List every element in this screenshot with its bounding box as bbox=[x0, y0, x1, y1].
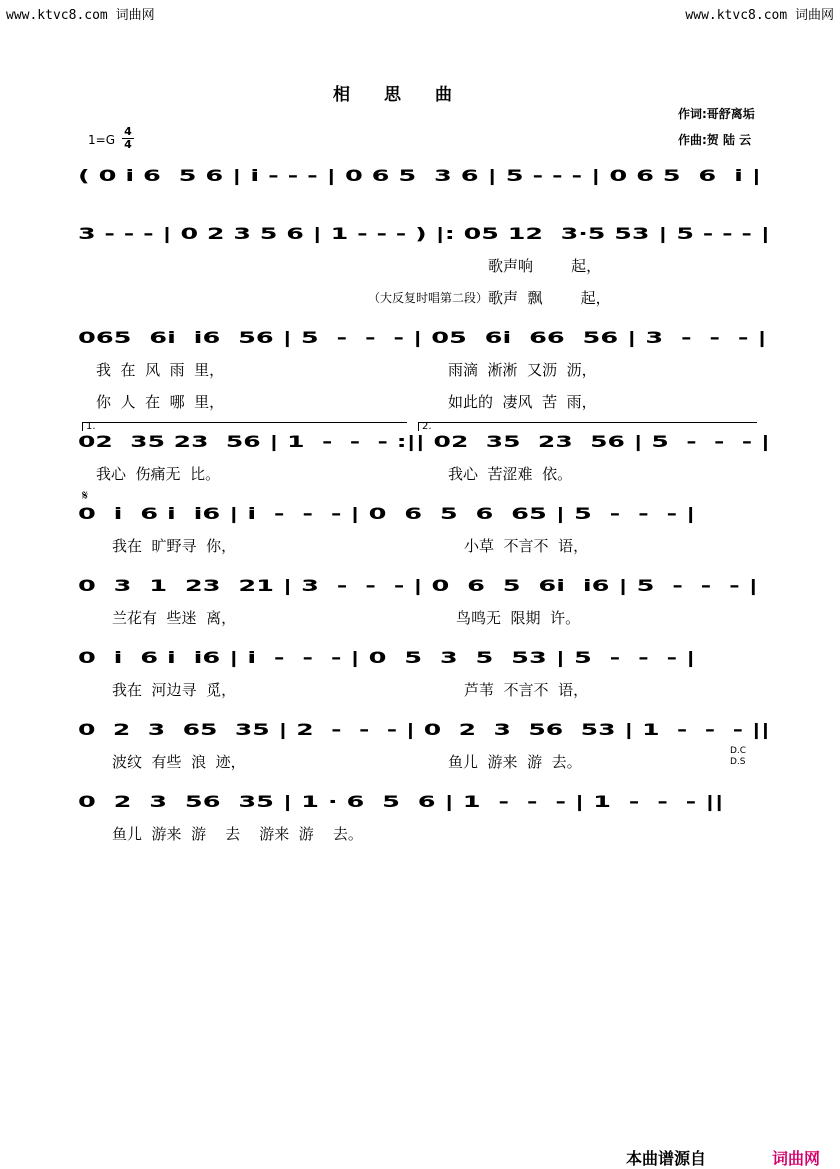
meter-top: 4 bbox=[124, 125, 132, 138]
lyric-line-7a: 兰花有 些迷 离， bbox=[112, 609, 237, 627]
lyric-line-1: 歌声响 起， bbox=[488, 257, 602, 275]
volta-2-bracket bbox=[418, 422, 757, 431]
ds-mark: D.S bbox=[730, 757, 746, 767]
lyric-line-2: 歌声 飘 起， bbox=[488, 289, 611, 307]
score-line-9: 0 2 3 56 35 | 1 · 6 5 6 | 1 - - - | 1 - - - || bbox=[78, 792, 724, 811]
score-line-3: 065 6i i6 56 | 5 - - - | 05 6i 66 56 | 3 - - - | bbox=[78, 328, 767, 347]
lyric-line-4a: 你 人 在 哪 里， bbox=[96, 393, 225, 411]
key-signature: 1=G bbox=[88, 133, 115, 147]
lyric-line-9a: 波纹 有些 浪 迹， bbox=[112, 753, 246, 771]
score-line-5: 0 i 6 i i6 | i - - - | 0 6 5 6 65 | 5 - - - | bbox=[78, 504, 696, 523]
score-line-4: 02 35 23 56 | 1 - - - :|| 02 35 23 56 | 5 - - - | bbox=[78, 432, 770, 451]
watermark-right: www.ktvc8.com 词曲网 bbox=[685, 8, 834, 23]
time-signature bbox=[122, 126, 134, 151]
footer-source: 本曲谱源自 bbox=[626, 1149, 707, 1168]
score-line-7: 0 i 6 i i6 | i - - - | 0 5 3 5 53 | 5 - - - | bbox=[78, 648, 696, 667]
lyric-line-8b: 芦苇 不言不 语， bbox=[464, 681, 589, 699]
lyric-line-10: 鱼儿 游来 游 去 游来 游 去。 bbox=[112, 825, 363, 843]
watermark-left: www.ktvc8.com 词曲网 bbox=[6, 8, 155, 23]
lyric-line-6a: 我在 旷野寻 你， bbox=[112, 537, 237, 555]
segno-sign: 𝄋 bbox=[82, 488, 89, 504]
lyricist: 作词:哥舒离垢 bbox=[678, 107, 755, 121]
meter-bottom: 4 bbox=[122, 138, 134, 151]
lyric-line-3a: 我 在 风 雨 里， bbox=[96, 361, 225, 379]
volta-1-label: 1. bbox=[86, 421, 96, 432]
score-line-1: ( 0 i 6 5 6 | i - - - | 0 6 5 3 6 | 5 - - - | 0 6 5 6 i | bbox=[78, 166, 762, 185]
lyric-line-4b: 如此的 凄风 苦 雨， bbox=[448, 393, 597, 411]
lyric-line-8a: 我在 河边寻 觅， bbox=[112, 681, 237, 699]
lyric-line-3b: 雨滴 淅淅 又沥 沥， bbox=[448, 361, 597, 379]
lyric-line-9b: 鱼儿 游来 游 去。 bbox=[448, 753, 582, 771]
lyric-line-5b: 我心 苦涩难 依。 bbox=[448, 465, 573, 483]
volta-2-label: 2. bbox=[422, 421, 432, 432]
lyric-note: （大反复时唱第二段） bbox=[368, 291, 489, 305]
volta-1-bracket bbox=[82, 422, 407, 431]
score-line-6: 0 3 1 23 21 | 3 - - - | 0 6 5 6i i6 | 5 - - - | bbox=[78, 576, 759, 595]
song-title: 相思曲 bbox=[333, 85, 486, 105]
lyric-line-6b: 小草 不言不 语， bbox=[464, 537, 589, 555]
score-line-8: 0 2 3 65 35 | 2 - - - | 0 2 3 56 53 | 1 - - - || bbox=[78, 720, 770, 739]
footer-site-logo: 词曲网 bbox=[772, 1149, 821, 1168]
dc-mark: D.C bbox=[730, 746, 747, 756]
composer: 作曲:贺 陆 云 bbox=[678, 133, 752, 147]
lyric-line-7b: 鸟鸣无 限期 许。 bbox=[456, 609, 581, 627]
lyric-line-5a: 我心 伤痛无 比。 bbox=[96, 465, 221, 483]
score-line-2: 3 - - - | 0 2 3 5 6 | 1 - - - ) |: 05 12 3·5 53 | 5 - - - | bbox=[78, 224, 770, 243]
